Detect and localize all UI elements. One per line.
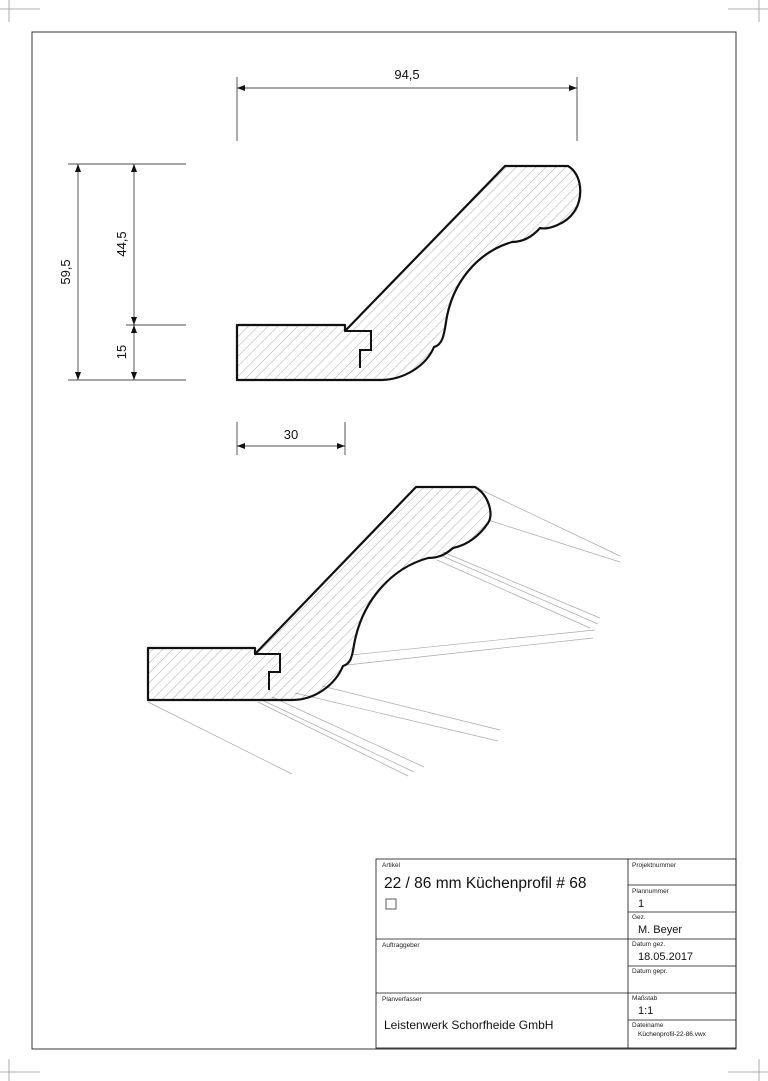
value-datum-gez: 18.05.2017 [638, 951, 694, 963]
value-dateiname: Küchenprofil-22-86.vwx [638, 1031, 706, 1038]
value-plannummer: 1 [638, 898, 645, 910]
value-gez: M. Beyer [638, 924, 683, 936]
profile-section [237, 166, 580, 380]
label-plannummer: Plannummer [632, 888, 669, 895]
profile-perspective [148, 487, 620, 776]
value-artikel: 22 / 86 mm Küchenprofil # 68 [384, 875, 587, 892]
label-projektnummer: Projektnummer [632, 862, 677, 869]
profile-shape [237, 166, 580, 380]
dim-width-base: 30 [283, 427, 299, 442]
value-planverfasser: Leistenwerk Schorfheide GmbH [384, 1018, 554, 1032]
dim-width-top: 94,5 [394, 67, 420, 82]
dimension-lines [68, 77, 577, 455]
label-auftraggeber: Auftraggeber [382, 942, 420, 949]
checkbox-icon [386, 899, 396, 909]
label-artikel: Artikel [382, 862, 401, 869]
label-massstab: Maßstab [632, 995, 658, 1002]
value-massstab: 1:1 [638, 1005, 654, 1017]
dim-height-lower: 15 [114, 344, 129, 360]
label-gez: Gez. [632, 914, 646, 921]
label-dateiname: Dateiname [632, 1022, 664, 1029]
label-datum-gez: Datum gez. [632, 941, 666, 948]
dim-height-upper: 44,5 [114, 231, 129, 257]
label-datum-gepr: Datum gepr. [632, 968, 668, 975]
label-planverfasser: Planverfasser [382, 996, 422, 1003]
perspective-front-face [148, 487, 490, 700]
dim-height-total: 59,5 [58, 259, 73, 285]
